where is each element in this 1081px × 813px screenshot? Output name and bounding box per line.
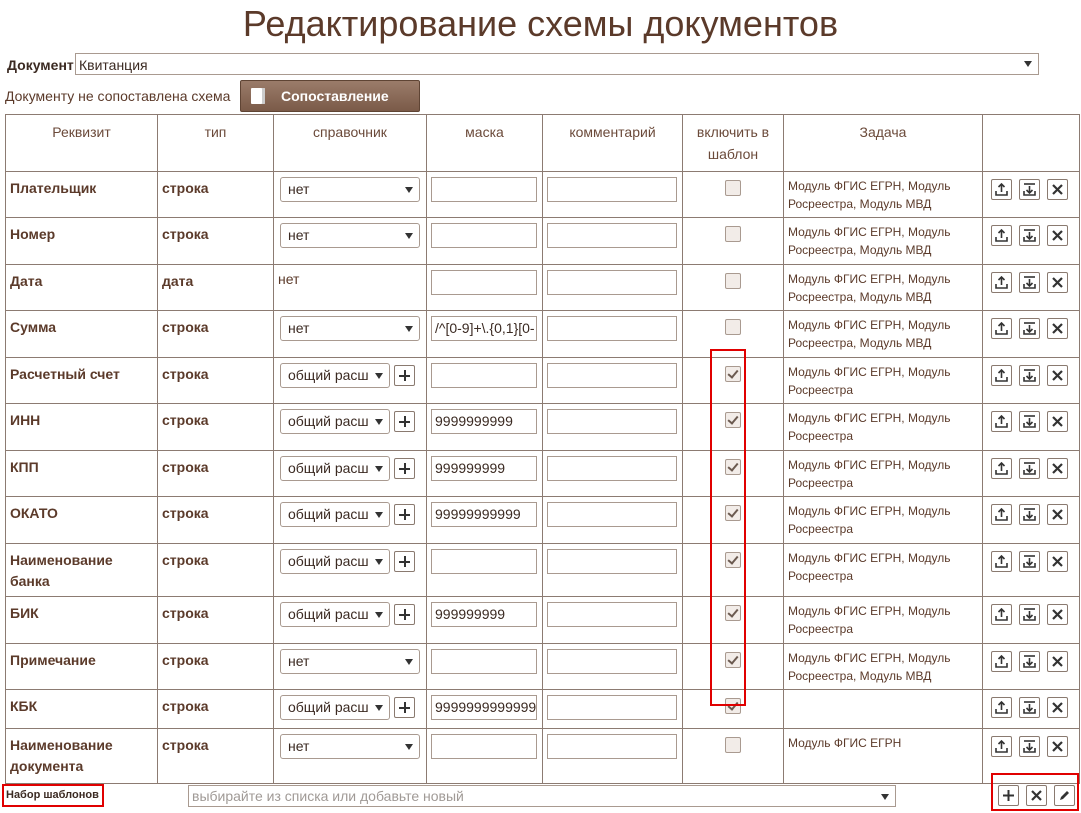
pencil-icon[interactable]: [1054, 785, 1075, 806]
include-checkbox[interactable]: [725, 552, 741, 568]
add-reference-button[interactable]: [394, 458, 415, 479]
reference-select[interactable]: [280, 649, 420, 674]
reference-select-value: общий расш: [288, 553, 369, 569]
table-row: [6, 544, 1080, 597]
add-reference-button[interactable]: [394, 697, 415, 718]
chevron-down-icon: [375, 512, 383, 518]
task-text: Модуль ФГИС ЕГРН: [788, 736, 902, 750]
include-checkbox[interactable]: [725, 319, 741, 335]
upload-icon[interactable]: [991, 458, 1012, 479]
header-include: включить в шаблон: [683, 115, 784, 172]
download-icon[interactable]: [1019, 272, 1040, 293]
table-row: [6, 597, 1080, 644]
requisite-name: Плательщик: [10, 180, 97, 196]
table-header-row: [6, 115, 1080, 172]
comment-input[interactable]: [547, 695, 677, 720]
table-row: [6, 218, 1080, 265]
include-checkbox[interactable]: [725, 273, 741, 289]
table-row: [6, 311, 1080, 358]
upload-icon[interactable]: [991, 179, 1012, 200]
table-row: [6, 172, 1080, 218]
requisite-type: строка: [162, 737, 209, 753]
include-checkbox[interactable]: [725, 180, 741, 196]
requisite-name: КПП: [10, 459, 39, 475]
chevron-down-icon: [375, 612, 383, 618]
download-icon[interactable]: [1019, 736, 1040, 757]
requisite-name: ИНН: [10, 412, 41, 428]
task-text: Модуль ФГИС ЕГРН, Модуль Росреестра: [788, 504, 951, 536]
table-row: [6, 358, 1080, 404]
scheme-row: [5, 80, 389, 112]
chevron-down-icon: [375, 705, 383, 711]
mask-input[interactable]: 9999999999999: [431, 695, 537, 720]
mask-input[interactable]: 99999999999: [431, 502, 537, 527]
mask-input[interactable]: [431, 734, 537, 759]
reference-select[interactable]: [280, 734, 420, 759]
template-set-select[interactable]: [188, 785, 896, 807]
upload-icon[interactable]: [991, 736, 1012, 757]
reference-select[interactable]: [280, 316, 420, 341]
mask-input[interactable]: [431, 549, 537, 574]
close-icon[interactable]: [1047, 318, 1068, 339]
add-reference-button[interactable]: [394, 411, 415, 432]
requisite-type: строка: [162, 459, 209, 475]
requisite-type: строка: [162, 505, 209, 521]
close-icon[interactable]: [1047, 272, 1068, 293]
add-reference-button[interactable]: [394, 365, 415, 386]
download-icon[interactable]: [1019, 504, 1040, 525]
chevron-down-icon: [375, 466, 383, 472]
comment-input[interactable]: [547, 223, 677, 248]
mask-input[interactable]: [431, 363, 537, 388]
add-reference-button[interactable]: [394, 551, 415, 572]
include-checkbox[interactable]: [725, 698, 741, 714]
page-title: Редактирование схемы документов: [242, 3, 839, 44]
reference-select-value: нет: [288, 738, 310, 754]
upload-icon[interactable]: [991, 365, 1012, 386]
reference-select-value: общий расш: [288, 506, 369, 522]
task-text: Модуль ФГИС ЕГРН, Модуль Росреестра, Модуль МВД: [788, 651, 951, 683]
add-reference-button[interactable]: [394, 604, 415, 625]
requisite-type: строка: [162, 605, 209, 621]
upload-icon[interactable]: [991, 697, 1012, 718]
task-text: Модуль ФГИС ЕГРН, Модуль Росреестра: [788, 604, 951, 636]
close-icon[interactable]: [1047, 411, 1068, 432]
reference-select-value: общий расш: [288, 460, 369, 476]
requisite-type: строка: [162, 412, 209, 428]
comment-input[interactable]: [547, 602, 677, 627]
book-icon: [251, 88, 265, 104]
table-row: [6, 644, 1080, 690]
header-task: Задача: [784, 115, 983, 172]
chevron-down-icon: [405, 659, 413, 665]
close-icon[interactable]: [1047, 697, 1068, 718]
reference-select-value: общий расш: [288, 367, 369, 383]
download-icon[interactable]: [1019, 458, 1040, 479]
mask-input[interactable]: 9999999999: [431, 409, 537, 434]
mask-input[interactable]: [431, 649, 537, 674]
reference-select-value: общий расш: [288, 606, 369, 622]
header-reference: справочник: [274, 115, 427, 172]
add-reference-button[interactable]: [394, 504, 415, 525]
mapping-button[interactable]: [240, 80, 420, 112]
requisite-name: Расчетный счет: [10, 366, 120, 382]
task-text: Модуль ФГИС ЕГРН, Модуль Росреестра: [788, 365, 951, 397]
mask-input[interactable]: [431, 270, 537, 295]
reference-select[interactable]: [280, 456, 390, 481]
upload-icon[interactable]: [991, 651, 1012, 672]
requisite-name: Сумма: [10, 319, 57, 335]
reference-text: нет: [278, 271, 300, 287]
requisite-type: строка: [162, 319, 209, 335]
upload-icon[interactable]: [991, 318, 1012, 339]
chevron-down-icon: [405, 233, 413, 239]
reference-select-value: нет: [288, 320, 310, 336]
document-select[interactable]: [75, 53, 1039, 75]
chevron-down-icon: [1024, 61, 1032, 67]
requisite-name: Наименование документа: [10, 737, 113, 774]
header-requisite: Реквизит: [6, 115, 158, 172]
table-row: [6, 265, 1080, 311]
requisite-name: Номер: [10, 226, 56, 242]
comment-input[interactable]: [547, 456, 677, 481]
comment-input[interactable]: [547, 409, 677, 434]
download-icon[interactable]: [1019, 651, 1040, 672]
include-checkbox[interactable]: [725, 652, 741, 668]
download-icon[interactable]: [1019, 225, 1040, 246]
requisite-name: КБК: [10, 698, 38, 714]
requisite-type: строка: [162, 652, 209, 668]
close-icon[interactable]: [1026, 785, 1047, 806]
chevron-down-icon: [405, 326, 413, 332]
mask-input[interactable]: /^[0-9]+\.{0,1}[0-: [431, 316, 537, 341]
header-comment: комментарий: [543, 115, 683, 172]
comment-input[interactable]: [547, 734, 677, 759]
download-icon[interactable]: [1019, 551, 1040, 572]
table-row: [6, 729, 1080, 784]
reference-select[interactable]: [280, 695, 390, 720]
upload-icon[interactable]: [991, 225, 1012, 246]
download-icon[interactable]: [1019, 411, 1040, 432]
requisite-type: строка: [162, 698, 209, 714]
close-icon[interactable]: [1047, 504, 1068, 525]
chevron-down-icon: [375, 373, 383, 379]
requisite-name: Наименование банка: [10, 552, 113, 589]
template-set-placeholder: выбирайте из списка или добавьте новый: [192, 788, 464, 804]
comment-input[interactable]: [547, 649, 677, 674]
mask-input[interactable]: 999999999: [431, 602, 537, 627]
download-icon[interactable]: [1019, 697, 1040, 718]
close-icon[interactable]: [1047, 458, 1068, 479]
include-checkbox[interactable]: [725, 226, 741, 242]
download-icon[interactable]: [1019, 604, 1040, 625]
comment-input[interactable]: [547, 270, 677, 295]
document-label: Документ: [7, 57, 74, 73]
reference-select[interactable]: [280, 177, 420, 202]
task-text: Модуль ФГИС ЕГРН, Модуль Росреестра, Модуль МВД: [788, 318, 951, 350]
close-icon[interactable]: [1047, 651, 1068, 672]
chevron-down-icon: [375, 559, 383, 565]
requisite-name: Дата: [10, 273, 43, 289]
document-select-value: Квитанция: [79, 57, 148, 73]
reference-select-value: нет: [288, 653, 310, 669]
template-actions: [991, 773, 1079, 811]
task-text: Модуль ФГИС ЕГРН, Модуль Росреестра: [788, 551, 951, 583]
reference-select[interactable]: [280, 549, 390, 574]
upload-icon[interactable]: [991, 272, 1012, 293]
download-icon[interactable]: [1019, 179, 1040, 200]
requisite-type: строка: [162, 226, 209, 242]
table-row: [6, 404, 1080, 451]
schema-table: [5, 114, 1080, 784]
close-icon[interactable]: [1047, 365, 1068, 386]
document-row: [7, 53, 148, 77]
chevron-down-icon: [375, 419, 383, 425]
header-type: тип: [158, 115, 274, 172]
scheme-status-text: Документу не сопоставлена схема: [5, 88, 231, 104]
close-icon[interactable]: [1047, 179, 1068, 200]
comment-input[interactable]: [547, 363, 677, 388]
upload-icon[interactable]: [991, 551, 1012, 572]
table-row: [6, 690, 1080, 729]
download-icon[interactable]: [1019, 365, 1040, 386]
mask-input[interactable]: [431, 177, 537, 202]
task-text: Модуль ФГИС ЕГРН, Модуль Росреестра: [788, 411, 951, 443]
close-icon[interactable]: [1047, 736, 1068, 757]
reference-select-value: нет: [288, 181, 310, 197]
comment-input[interactable]: [547, 177, 677, 202]
reference-select[interactable]: [280, 602, 390, 627]
reference-select-value: общий расш: [288, 413, 369, 429]
close-icon[interactable]: [1047, 225, 1068, 246]
chevron-down-icon: [881, 794, 889, 800]
comment-input[interactable]: [547, 549, 677, 574]
header-actions: [983, 115, 1080, 172]
mask-input[interactable]: 999999999: [431, 456, 537, 481]
upload-icon[interactable]: [991, 604, 1012, 625]
include-checkbox[interactable]: [725, 505, 741, 521]
include-checkbox[interactable]: [725, 412, 741, 428]
requisite-type: строка: [162, 180, 209, 196]
reference-select-value: нет: [288, 227, 310, 243]
include-checkbox[interactable]: [725, 366, 741, 382]
download-icon[interactable]: [1019, 318, 1040, 339]
task-text: Модуль ФГИС ЕГРН, Модуль Росреестра: [788, 458, 951, 490]
reference-select[interactable]: [280, 223, 420, 248]
task-text: Модуль ФГИС ЕГРН, Модуль Росреестра, Модуль МВД: [788, 272, 951, 304]
close-icon[interactable]: [1047, 551, 1068, 572]
reference-select[interactable]: [280, 363, 390, 388]
include-checkbox[interactable]: [725, 737, 741, 753]
comment-input[interactable]: [547, 316, 677, 341]
mapping-button-label: Сопоставление: [281, 88, 389, 104]
reference-select[interactable]: [280, 409, 390, 434]
requisite-type: строка: [162, 552, 209, 568]
header-mask: маска: [427, 115, 543, 172]
template-set-label: Набор шаблонов: [2, 784, 104, 807]
requisite-type: строка: [162, 366, 209, 382]
close-icon[interactable]: [1047, 604, 1068, 625]
chevron-down-icon: [405, 744, 413, 750]
upload-icon[interactable]: [991, 411, 1012, 432]
requisite-type: дата: [162, 273, 194, 289]
task-text: Модуль ФГИС ЕГРН, Модуль Росреестра, Модуль МВД: [788, 179, 951, 211]
include-checkbox[interactable]: [725, 605, 741, 621]
task-text: Модуль ФГИС ЕГРН, Модуль Росреестра, Модуль МВД: [788, 225, 951, 257]
plus-icon[interactable]: [998, 785, 1019, 806]
requisite-name: Примечание: [10, 652, 96, 668]
requisite-name: БИК: [10, 605, 39, 621]
table-row: [6, 497, 1080, 544]
requisite-name: ОКАТО: [10, 505, 58, 521]
table-row: [6, 451, 1080, 497]
task-text: [784, 690, 982, 695]
mask-input[interactable]: [431, 223, 537, 248]
upload-icon[interactable]: [991, 504, 1012, 525]
chevron-down-icon: [405, 187, 413, 193]
reference-select[interactable]: [280, 502, 390, 527]
include-checkbox[interactable]: [725, 459, 741, 475]
comment-input[interactable]: [547, 502, 677, 527]
reference-select-value: общий расш: [288, 699, 369, 715]
